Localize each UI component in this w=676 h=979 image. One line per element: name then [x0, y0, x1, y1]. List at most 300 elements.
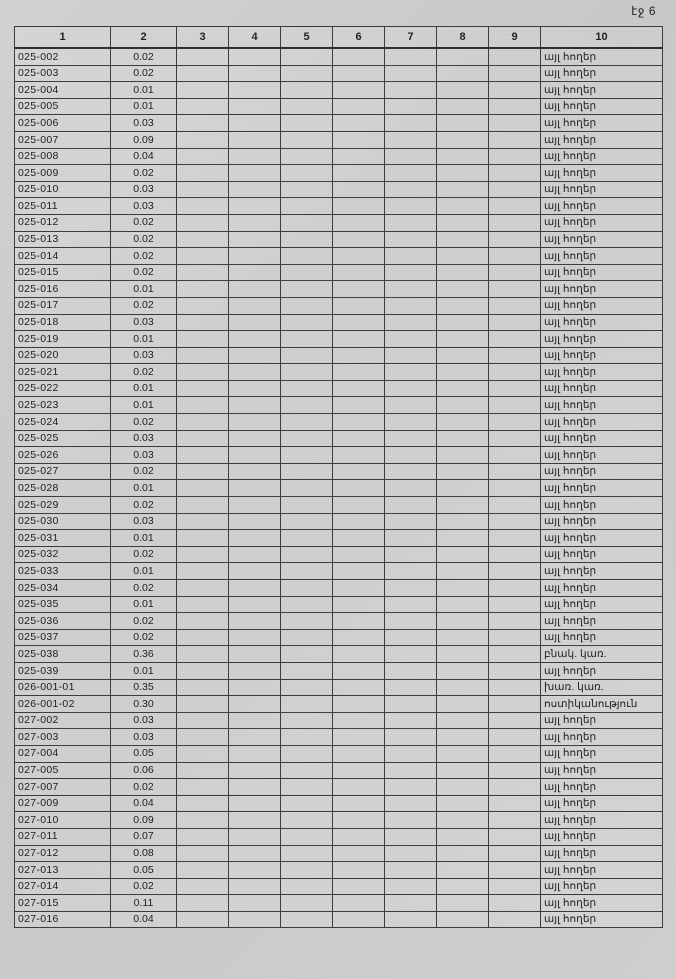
row-empty-cell	[177, 364, 229, 381]
row-value-cell: 0.02	[111, 48, 177, 65]
column-header-5: 5	[281, 27, 333, 49]
row-value-cell: 0.02	[111, 297, 177, 314]
row-empty-cell	[177, 231, 229, 248]
row-empty-cell	[437, 480, 489, 497]
row-empty-cell	[281, 613, 333, 630]
row-empty-cell	[229, 629, 281, 646]
row-code-cell: 027-010	[15, 812, 111, 829]
table-row	[15, 646, 663, 663]
row-empty-cell	[281, 463, 333, 480]
row-empty-cell	[177, 712, 229, 729]
row-code-cell: 025-014	[15, 248, 111, 265]
row-empty-cell	[333, 629, 385, 646]
row-empty-cell	[385, 181, 437, 198]
row-empty-cell	[333, 281, 385, 298]
row-empty-cell	[281, 248, 333, 265]
row-empty-cell	[177, 48, 229, 65]
table-row	[15, 795, 663, 812]
row-empty-cell	[281, 347, 333, 364]
row-label-cell: այլ հողեր	[541, 297, 663, 314]
row-empty-cell	[385, 65, 437, 82]
row-empty-cell	[281, 911, 333, 928]
row-empty-cell	[229, 497, 281, 514]
row-empty-cell	[437, 828, 489, 845]
row-label-cell: այլ հողեր	[541, 613, 663, 630]
row-empty-cell	[385, 165, 437, 182]
row-label-cell: այլ հողեր	[541, 281, 663, 298]
row-empty-cell	[177, 65, 229, 82]
cadastre-table	[14, 26, 663, 928]
row-empty-cell	[489, 297, 541, 314]
row-empty-cell	[489, 580, 541, 597]
row-empty-cell	[437, 148, 489, 165]
row-empty-cell	[489, 214, 541, 231]
row-empty-cell	[489, 497, 541, 514]
row-empty-cell	[333, 613, 385, 630]
table-row	[15, 629, 663, 646]
row-empty-cell	[437, 862, 489, 879]
row-empty-cell	[229, 878, 281, 895]
row-empty-cell	[437, 380, 489, 397]
row-empty-cell	[177, 314, 229, 331]
row-code-cell: 025-013	[15, 231, 111, 248]
row-empty-cell	[177, 480, 229, 497]
row-empty-cell	[385, 779, 437, 796]
row-empty-cell	[177, 447, 229, 464]
row-code-cell: 025-012	[15, 214, 111, 231]
row-empty-cell	[437, 281, 489, 298]
row-empty-cell	[489, 463, 541, 480]
row-empty-cell	[229, 165, 281, 182]
table-row	[15, 845, 663, 862]
row-value-cell: 0.03	[111, 712, 177, 729]
row-label-cell: այլ հողեր	[541, 148, 663, 165]
row-code-cell: 026-001-01	[15, 679, 111, 696]
row-empty-cell	[177, 331, 229, 348]
row-empty-cell	[489, 729, 541, 746]
row-code-cell: 025-033	[15, 563, 111, 580]
row-code-cell: 025-034	[15, 580, 111, 597]
row-empty-cell	[177, 347, 229, 364]
row-empty-cell	[229, 646, 281, 663]
table-row	[15, 447, 663, 464]
row-code-cell: 025-032	[15, 546, 111, 563]
row-code-cell: 027-007	[15, 779, 111, 796]
row-empty-cell	[489, 148, 541, 165]
row-empty-cell	[281, 214, 333, 231]
row-empty-cell	[333, 297, 385, 314]
row-empty-cell	[333, 563, 385, 580]
row-empty-cell	[229, 115, 281, 132]
row-value-cell: 0.03	[111, 115, 177, 132]
row-empty-cell	[229, 779, 281, 796]
table-row	[15, 530, 663, 547]
row-label-cell: այլ հողեր	[541, 712, 663, 729]
row-empty-cell	[229, 65, 281, 82]
row-empty-cell	[229, 380, 281, 397]
row-code-cell: 027-014	[15, 878, 111, 895]
row-empty-cell	[281, 580, 333, 597]
row-empty-cell	[437, 98, 489, 115]
row-empty-cell	[177, 779, 229, 796]
table-row	[15, 696, 663, 713]
row-empty-cell	[229, 895, 281, 912]
row-empty-cell	[333, 248, 385, 265]
row-empty-cell	[437, 613, 489, 630]
row-empty-cell	[489, 895, 541, 912]
row-label-cell: այլ հողեր	[541, 314, 663, 331]
row-empty-cell	[281, 712, 333, 729]
row-code-cell: 027-003	[15, 729, 111, 746]
row-empty-cell	[177, 828, 229, 845]
row-code-cell: 025-018	[15, 314, 111, 331]
row-label-cell: այլ հողեր	[541, 380, 663, 397]
table-row	[15, 165, 663, 182]
row-empty-cell	[437, 115, 489, 132]
row-code-cell: 025-028	[15, 480, 111, 497]
row-empty-cell	[177, 115, 229, 132]
table-row	[15, 463, 663, 480]
row-empty-cell	[177, 895, 229, 912]
row-empty-cell	[229, 463, 281, 480]
row-empty-cell	[333, 546, 385, 563]
row-empty-cell	[177, 497, 229, 514]
row-value-cell: 0.03	[111, 430, 177, 447]
row-code-cell: 025-039	[15, 662, 111, 679]
table-row	[15, 546, 663, 563]
row-value-cell: 0.04	[111, 795, 177, 812]
row-code-cell: 027-013	[15, 862, 111, 879]
row-empty-cell	[333, 812, 385, 829]
table-row	[15, 828, 663, 845]
row-empty-cell	[385, 911, 437, 928]
row-empty-cell	[489, 98, 541, 115]
row-empty-cell	[281, 779, 333, 796]
row-empty-cell	[489, 762, 541, 779]
row-empty-cell	[437, 662, 489, 679]
row-empty-cell	[385, 530, 437, 547]
row-code-cell: 025-027	[15, 463, 111, 480]
row-empty-cell	[385, 878, 437, 895]
row-code-cell: 026-001-02	[15, 696, 111, 713]
row-label-cell: այլ հողեր	[541, 745, 663, 762]
row-empty-cell	[437, 463, 489, 480]
row-empty-cell	[489, 480, 541, 497]
row-label-cell: այլ հողեր	[541, 115, 663, 132]
column-header-4: 4	[229, 27, 281, 49]
row-empty-cell	[385, 248, 437, 265]
row-code-cell: 027-015	[15, 895, 111, 912]
row-empty-cell	[489, 414, 541, 431]
row-label-cell: այլ հողեր	[541, 347, 663, 364]
row-empty-cell	[333, 696, 385, 713]
row-empty-cell	[385, 696, 437, 713]
row-empty-cell	[333, 181, 385, 198]
row-empty-cell	[489, 397, 541, 414]
row-label-cell: այլ հողեր	[541, 447, 663, 464]
row-value-cell: 0.02	[111, 463, 177, 480]
row-empty-cell	[177, 248, 229, 265]
row-empty-cell	[333, 463, 385, 480]
row-empty-cell	[333, 347, 385, 364]
row-value-cell: 0.30	[111, 696, 177, 713]
column-header-3: 3	[177, 27, 229, 49]
row-empty-cell	[281, 82, 333, 99]
row-empty-cell	[489, 862, 541, 879]
row-empty-cell	[385, 131, 437, 148]
row-empty-cell	[333, 712, 385, 729]
row-empty-cell	[281, 828, 333, 845]
row-empty-cell	[489, 812, 541, 829]
row-empty-cell	[489, 629, 541, 646]
row-value-cell: 0.03	[111, 314, 177, 331]
table-row	[15, 745, 663, 762]
row-empty-cell	[281, 314, 333, 331]
table-row	[15, 231, 663, 248]
row-label-cell: այլ հողեր	[541, 828, 663, 845]
row-empty-cell	[177, 198, 229, 215]
row-empty-cell	[437, 198, 489, 215]
row-empty-cell	[385, 712, 437, 729]
row-empty-cell	[489, 596, 541, 613]
row-value-cell: 0.02	[111, 414, 177, 431]
row-code-cell: 025-002	[15, 48, 111, 65]
row-empty-cell	[437, 447, 489, 464]
row-value-cell: 0.01	[111, 662, 177, 679]
row-empty-cell	[177, 662, 229, 679]
row-label-cell: այլ հողեր	[541, 878, 663, 895]
row-label-cell: այլ հողեր	[541, 895, 663, 912]
row-code-cell: 025-006	[15, 115, 111, 132]
row-label-cell: այլ հողեր	[541, 463, 663, 480]
row-empty-cell	[177, 613, 229, 630]
table-row	[15, 98, 663, 115]
row-empty-cell	[489, 48, 541, 65]
row-empty-cell	[281, 181, 333, 198]
row-empty-cell	[281, 48, 333, 65]
row-empty-cell	[229, 580, 281, 597]
row-empty-cell	[489, 264, 541, 281]
row-empty-cell	[385, 729, 437, 746]
row-empty-cell	[281, 231, 333, 248]
row-label-cell: այլ հողեր	[541, 181, 663, 198]
row-label-cell: այլ հողեր	[541, 198, 663, 215]
column-header-7: 7	[385, 27, 437, 49]
row-label-cell: այլ հողեր	[541, 530, 663, 547]
row-empty-cell	[489, 430, 541, 447]
row-label-cell: այլ հողեր	[541, 662, 663, 679]
row-empty-cell	[333, 662, 385, 679]
row-empty-cell	[281, 679, 333, 696]
row-empty-cell	[437, 165, 489, 182]
row-empty-cell	[437, 580, 489, 597]
row-empty-cell	[489, 646, 541, 663]
row-code-cell: 027-011	[15, 828, 111, 845]
row-label-cell: այլ հողեր	[541, 497, 663, 514]
row-empty-cell	[177, 812, 229, 829]
row-label-cell: այլ հողեր	[541, 480, 663, 497]
table-row	[15, 662, 663, 679]
row-empty-cell	[489, 828, 541, 845]
row-code-cell: 025-021	[15, 364, 111, 381]
row-label-cell: այլ հողեր	[541, 364, 663, 381]
row-value-cell: 0.01	[111, 530, 177, 547]
row-code-cell: 025-029	[15, 497, 111, 514]
row-empty-cell	[437, 745, 489, 762]
row-value-cell: 0.05	[111, 862, 177, 879]
table-row	[15, 198, 663, 215]
row-empty-cell	[177, 214, 229, 231]
row-empty-cell	[489, 131, 541, 148]
row-empty-cell	[437, 546, 489, 563]
row-empty-cell	[333, 845, 385, 862]
row-empty-cell	[281, 397, 333, 414]
row-empty-cell	[333, 231, 385, 248]
row-label-cell: այլ հողեր	[541, 513, 663, 530]
row-empty-cell	[229, 845, 281, 862]
row-code-cell: 025-038	[15, 646, 111, 663]
row-label-cell: ոստիկանություն	[541, 696, 663, 713]
row-empty-cell	[229, 181, 281, 198]
row-label-cell: այլ հողեր	[541, 397, 663, 414]
table-row	[15, 911, 663, 928]
row-empty-cell	[489, 380, 541, 397]
row-empty-cell	[385, 613, 437, 630]
row-empty-cell	[437, 530, 489, 547]
table-row	[15, 281, 663, 298]
row-empty-cell	[281, 895, 333, 912]
row-empty-cell	[489, 745, 541, 762]
row-empty-cell	[437, 181, 489, 198]
row-empty-cell	[229, 98, 281, 115]
row-code-cell: 025-030	[15, 513, 111, 530]
row-empty-cell	[177, 762, 229, 779]
row-empty-cell	[281, 546, 333, 563]
row-value-cell: 0.01	[111, 331, 177, 348]
row-empty-cell	[281, 696, 333, 713]
row-empty-cell	[333, 779, 385, 796]
row-empty-cell	[229, 862, 281, 879]
row-empty-cell	[229, 812, 281, 829]
row-empty-cell	[385, 596, 437, 613]
row-empty-cell	[437, 878, 489, 895]
column-header-9: 9	[489, 27, 541, 49]
row-value-cell: 0.03	[111, 513, 177, 530]
row-label-cell: այլ հողեր	[541, 131, 663, 148]
row-empty-cell	[437, 82, 489, 99]
row-empty-cell	[281, 131, 333, 148]
row-empty-cell	[385, 347, 437, 364]
row-empty-cell	[177, 98, 229, 115]
row-empty-cell	[437, 513, 489, 530]
table-row	[15, 148, 663, 165]
row-empty-cell	[229, 148, 281, 165]
row-value-cell: 0.02	[111, 613, 177, 630]
row-code-cell: 025-008	[15, 148, 111, 165]
column-header-10: 10	[541, 27, 663, 49]
row-label-cell: այլ հողեր	[541, 845, 663, 862]
row-value-cell: 0.03	[111, 181, 177, 198]
row-empty-cell	[177, 878, 229, 895]
row-label-cell: այլ հողեր	[541, 795, 663, 812]
row-label-cell: այլ հողեր	[541, 231, 663, 248]
row-code-cell: 025-010	[15, 181, 111, 198]
row-empty-cell	[333, 364, 385, 381]
row-empty-cell	[281, 629, 333, 646]
row-empty-cell	[385, 115, 437, 132]
row-code-cell: 027-004	[15, 745, 111, 762]
row-empty-cell	[177, 165, 229, 182]
row-empty-cell	[229, 447, 281, 464]
row-label-cell: այլ հողեր	[541, 629, 663, 646]
table-row	[15, 563, 663, 580]
row-empty-cell	[489, 82, 541, 99]
row-empty-cell	[437, 679, 489, 696]
row-empty-cell	[437, 696, 489, 713]
row-empty-cell	[489, 65, 541, 82]
table-body	[15, 48, 663, 928]
row-code-cell: 027-016	[15, 911, 111, 928]
row-empty-cell	[177, 297, 229, 314]
column-header-8: 8	[437, 27, 489, 49]
row-empty-cell	[333, 430, 385, 447]
row-empty-cell	[385, 364, 437, 381]
row-empty-cell	[281, 447, 333, 464]
table-row	[15, 762, 663, 779]
table-row	[15, 679, 663, 696]
row-empty-cell	[177, 414, 229, 431]
row-empty-cell	[333, 131, 385, 148]
row-empty-cell	[333, 862, 385, 879]
row-empty-cell	[437, 812, 489, 829]
table-row	[15, 779, 663, 796]
row-empty-cell	[177, 546, 229, 563]
row-empty-cell	[281, 497, 333, 514]
row-value-cell: 0.02	[111, 248, 177, 265]
row-empty-cell	[437, 563, 489, 580]
row-empty-cell	[177, 463, 229, 480]
row-empty-cell	[385, 82, 437, 99]
row-label-cell: այլ հողեր	[541, 862, 663, 879]
row-empty-cell	[229, 48, 281, 65]
row-empty-cell	[437, 911, 489, 928]
row-empty-cell	[489, 613, 541, 630]
row-empty-cell	[333, 795, 385, 812]
table-row	[15, 82, 663, 99]
row-empty-cell	[489, 364, 541, 381]
row-empty-cell	[229, 679, 281, 696]
table-row	[15, 397, 663, 414]
row-empty-cell	[437, 331, 489, 348]
table-row	[15, 248, 663, 265]
row-value-cell: 0.01	[111, 397, 177, 414]
row-empty-cell	[333, 828, 385, 845]
table-row	[15, 613, 663, 630]
row-empty-cell	[229, 364, 281, 381]
row-empty-cell	[437, 795, 489, 812]
row-value-cell: 0.02	[111, 497, 177, 514]
row-label-cell: այլ հողեր	[541, 248, 663, 265]
row-empty-cell	[437, 264, 489, 281]
row-empty-cell	[281, 430, 333, 447]
row-empty-cell	[333, 497, 385, 514]
row-code-cell: 025-015	[15, 264, 111, 281]
table-row	[15, 513, 663, 530]
row-empty-cell	[177, 380, 229, 397]
row-code-cell: 025-024	[15, 414, 111, 431]
row-empty-cell	[177, 563, 229, 580]
row-empty-cell	[229, 729, 281, 746]
